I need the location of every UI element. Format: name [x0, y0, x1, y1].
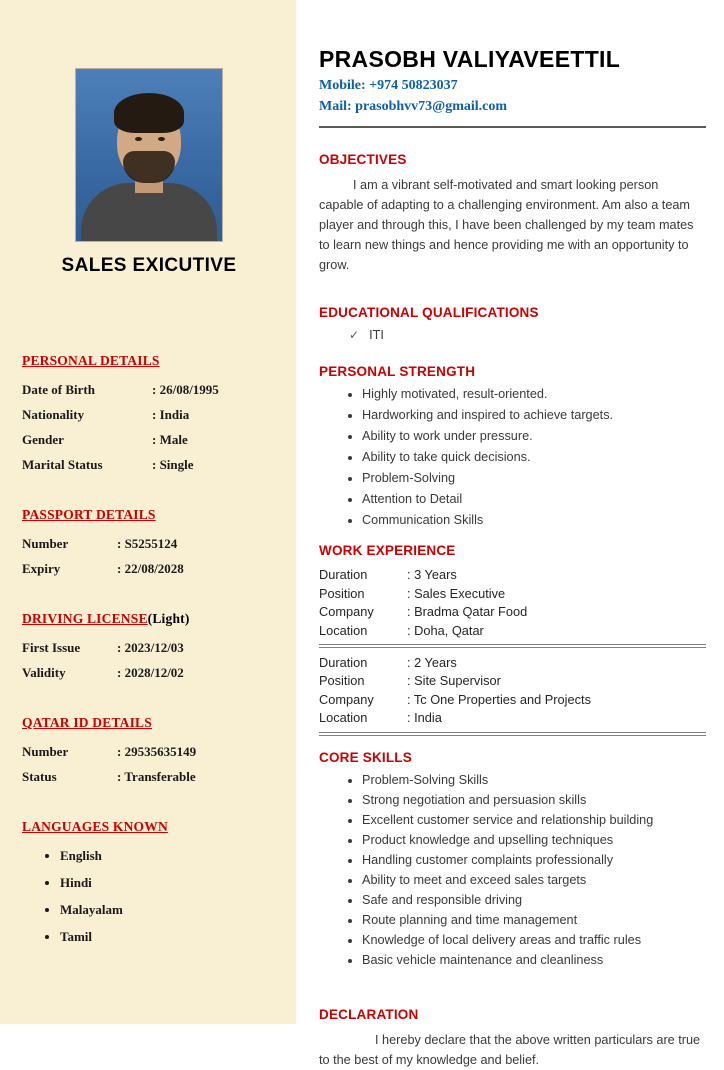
detail-label: Gender — [22, 432, 64, 447]
work-experience-entry — [319, 566, 706, 640]
detail-row — [22, 561, 276, 577]
check-icon: ✓ — [349, 328, 360, 343]
experience-value: : Doha, Qatar — [407, 622, 484, 638]
experience-value: : Site Supervisor — [407, 673, 501, 689]
profile-photo — [75, 68, 223, 242]
detail-label: Nationality — [22, 407, 85, 422]
skill-item: • Route planning and time management — [362, 913, 706, 927]
strength-item: • Attention to Detail — [362, 492, 706, 506]
detail-row — [22, 407, 276, 423]
detail-label: Validity — [22, 665, 66, 680]
experience-value: : Sales Executive — [407, 585, 506, 601]
objectives-text: I am a vibrant self-motivated and smart looking person capable of adapting to a challenging environment. Am also a team player and through this, I have been challenged by my team mates to learn new things and hence providing me with an opportunity to grow. — [319, 178, 694, 273]
detail-label: First Issue — [22, 640, 81, 655]
detail-row — [22, 640, 276, 656]
detail-row — [22, 769, 276, 785]
strength-item: • Problem-Solving — [362, 471, 706, 485]
language-item: • English — [60, 848, 276, 864]
driving-license-type: (Light) — [147, 611, 190, 626]
languages-list — [60, 848, 276, 945]
personal-strength-section — [319, 364, 706, 527]
detail-label: Expiry — [22, 561, 61, 576]
language-item: • Hindi — [60, 875, 276, 891]
photo-eye — [158, 137, 165, 141]
experience-divider — [319, 732, 706, 736]
detail-value: : 29535635149 — [117, 744, 197, 759]
experience-label: Duration — [319, 567, 368, 583]
mobile-line: Mobile: +974 50823037 — [319, 78, 458, 93]
detail-value: : 2023/12/03 — [117, 640, 184, 655]
detail-label: Marital Status — [22, 457, 103, 472]
experience-row — [319, 603, 706, 621]
experience-label: Company — [319, 691, 374, 707]
driving-license-section — [22, 611, 276, 681]
detail-row — [22, 744, 276, 760]
header-divider — [319, 126, 706, 128]
passport-details-section — [22, 507, 276, 577]
detail-value: : 2028/12/02 — [117, 665, 184, 680]
work-experience-entry — [319, 654, 706, 728]
language-item: • Malayalam — [60, 902, 276, 918]
skill-item: • Problem-Solving Skills — [362, 773, 706, 787]
driving-license-title: DRIVING LICENSE — [22, 611, 148, 626]
personal-strength-list — [362, 387, 706, 527]
photo-hair — [114, 93, 184, 133]
detail-row — [22, 665, 276, 681]
photo-eye — [135, 137, 142, 141]
detail-label: Number — [22, 536, 69, 551]
photo-beard — [123, 151, 175, 183]
main-content — [296, 0, 724, 1067]
detail-row — [22, 432, 276, 448]
language-item: • Tamil — [60, 929, 276, 945]
strength-item: • Ability to work under pressure. — [362, 429, 706, 443]
detail-label: Status — [22, 769, 57, 784]
strength-item: • Highly motivated, result-oriented. — [362, 387, 706, 401]
skill-item: • Knowledge of local delivery areas and traffic rules — [362, 933, 706, 947]
declaration-section — [319, 1007, 706, 1070]
skill-item: • Excellent customer service and relationship building — [362, 813, 706, 827]
declaration-heading: DECLARATION — [319, 1006, 419, 1022]
experience-value: : 3 Years — [407, 567, 457, 583]
experience-row — [319, 622, 706, 640]
experience-label: Location — [319, 622, 368, 638]
skill-item: • Basic vehicle maintenance and cleanliness — [362, 953, 706, 967]
experience-value: : India — [407, 710, 442, 726]
experience-label: Company — [319, 604, 374, 620]
experience-label: Duration — [319, 655, 368, 670]
skill-item: • Product knowledge and upselling techniques — [362, 833, 706, 847]
detail-label: Number — [22, 744, 69, 759]
languages-heading: LANGUAGES KNOWN — [22, 819, 168, 834]
job-title: SALES EXICUTIVE — [61, 255, 237, 276]
education-item — [319, 328, 706, 342]
objectives-heading: OBJECTIVES — [319, 152, 407, 167]
detail-value: : Single — [152, 457, 194, 472]
detail-value: : Transferable — [117, 769, 196, 784]
candidate-name: PRASOBH VALIYAVEETTIL — [319, 46, 621, 72]
detail-value: : 26/08/1995 — [152, 382, 219, 397]
experience-row — [319, 654, 706, 672]
languages-section — [22, 819, 276, 945]
driving-license-heading — [22, 611, 276, 627]
experience-row — [319, 566, 706, 584]
declaration-text: I hereby declare that the above written particulars are true to the best of my knowledge and belief. — [319, 1032, 701, 1067]
experience-value: : Bradma Qatar Food — [407, 604, 528, 620]
personal-details-section — [22, 353, 276, 473]
strength-item: • Hardworking and inspired to achieve targets. — [362, 408, 706, 422]
skill-item: • Safe and responsible driving — [362, 893, 706, 907]
experience-row — [319, 585, 706, 603]
detail-value: : 22/08/2028 — [117, 561, 184, 576]
skill-item: • Ability to meet and exceed sales targets — [362, 873, 706, 887]
detail-value: : S5255124 — [117, 536, 178, 551]
personal-strength-heading: PERSONAL STRENGTH — [319, 364, 476, 380]
passport-details-heading: PASSPORT DETAILS — [22, 507, 156, 522]
core-skills-heading: CORE SKILLS — [319, 749, 412, 765]
strength-item: • Communication Skills — [362, 513, 706, 527]
personal-details-heading: PERSONAL DETAILS — [22, 353, 160, 368]
experience-row — [319, 691, 706, 709]
strength-item: • Ability to take quick decisions. — [362, 450, 706, 464]
core-skills-section — [319, 750, 706, 967]
education-heading: EDUCATIONAL QUALIFICATIONS — [319, 305, 539, 321]
qatar-id-heading: QATAR ID DETAILS — [22, 715, 152, 730]
experience-label: Position — [319, 585, 365, 601]
experience-label: Position — [319, 673, 365, 689]
detail-value: : Male — [152, 432, 188, 447]
detail-row — [22, 536, 276, 552]
email-line: Mail: prasobhvv73@gmail.com — [319, 99, 508, 114]
objectives-section — [319, 152, 706, 275]
experience-row — [319, 672, 706, 690]
qatar-id-section — [22, 715, 276, 785]
core-skills-list — [362, 773, 706, 967]
detail-row — [22, 457, 276, 473]
detail-value: : India — [152, 407, 190, 422]
education-section — [319, 305, 706, 342]
experience-label: Location — [319, 710, 368, 726]
work-experience-heading: WORK EXPERIENCE — [319, 543, 456, 559]
experience-row — [319, 709, 706, 727]
skill-item: • Handling customer complaints professionally — [362, 853, 706, 867]
sidebar — [0, 0, 296, 1024]
experience-value: : Tc One Properties and Projects — [407, 691, 591, 707]
skill-item: • Strong negotiation and persuasion skills — [362, 793, 706, 807]
detail-row — [22, 382, 276, 398]
experience-value: : 2 Years — [407, 655, 457, 670]
detail-label: Date of Birth — [22, 382, 95, 397]
education-item-text: ITI — [369, 328, 384, 343]
work-experience-section — [319, 543, 706, 735]
experience-divider — [319, 644, 706, 648]
